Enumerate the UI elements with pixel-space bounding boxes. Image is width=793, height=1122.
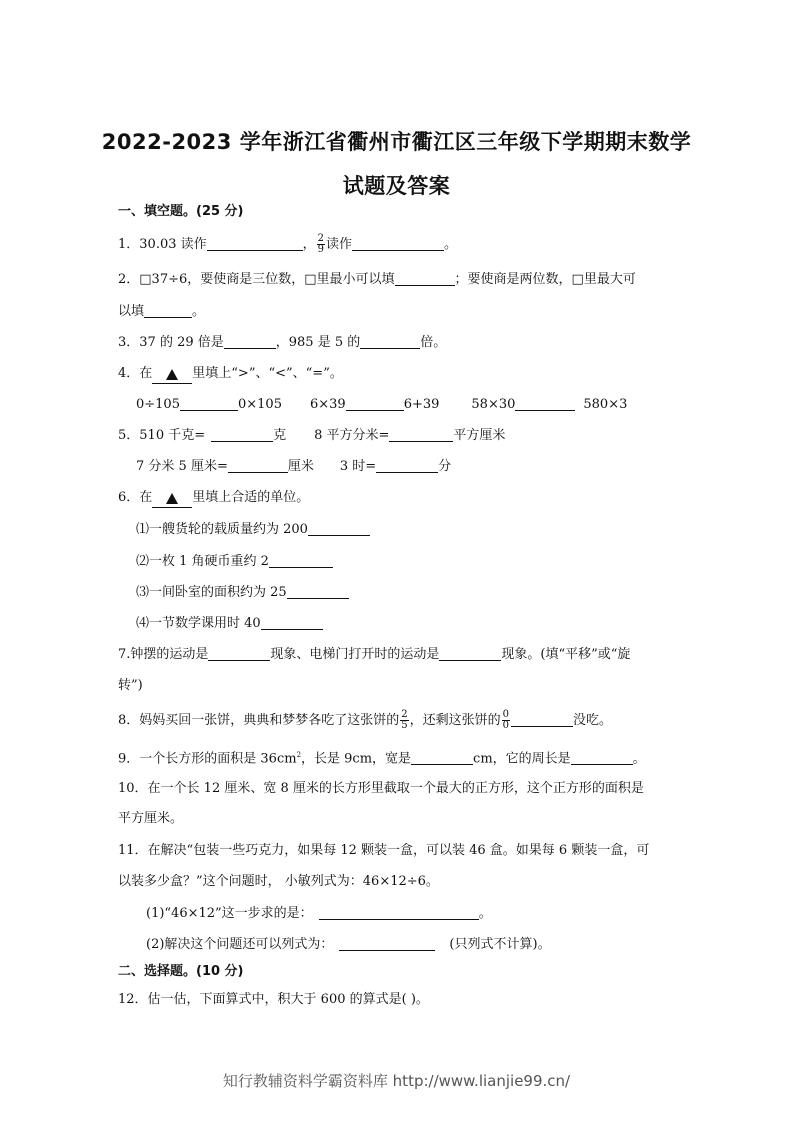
- question-4-items: [136, 396, 627, 414]
- q11-text-c: (1)“46×12”这一步求的是：: [146, 906, 313, 921]
- triangle-placeholder: [152, 368, 192, 384]
- q6-text-a: 6．在: [118, 490, 153, 505]
- question-6-item3: [136, 584, 349, 602]
- footer-watermark: 知行教辅资料学霸资料库 http://www.lianjie99.cn/: [222, 1072, 571, 1090]
- q2-text-c: 以填: [118, 304, 145, 319]
- question-11-part1: [146, 905, 492, 923]
- question-12: [118, 991, 429, 1009]
- answer-blank[interactable]: [211, 427, 273, 442]
- question-11-cont: [118, 873, 439, 891]
- answer-blank[interactable]: [439, 646, 501, 661]
- q5-text-g: 3 时=: [339, 459, 377, 474]
- q8-text-b: ，还剩这张饼的: [409, 713, 501, 728]
- answer-blank[interactable]: [511, 712, 573, 727]
- q9-text-c: cm，它的周长是: [473, 751, 571, 767]
- answer-blank[interactable]: [180, 396, 238, 411]
- q4-item2-left: 6×39: [309, 397, 346, 412]
- question-7-cont: [118, 677, 143, 695]
- question-5-cont: [136, 458, 451, 476]
- question-2: [118, 271, 636, 289]
- question-6-item1: [136, 521, 370, 539]
- q9-superscript: 2: [296, 751, 302, 759]
- q4-item2-right: 6+39: [403, 397, 440, 412]
- q10-text-a: 10．在一个长 12 厘米、宽 8 厘米的长方形里截取一个最大的正方形，这个正方形的面积是: [118, 781, 644, 796]
- answer-blank[interactable]: [389, 427, 453, 442]
- doc-title-line2: 试题及答案: [342, 174, 451, 198]
- q7-text-b: 现象、电梯门打开时的运动是: [270, 647, 440, 662]
- answer-blank[interactable]: [360, 334, 420, 349]
- q6-text-b: 里填上合适的单位。: [192, 490, 310, 505]
- question-4: [118, 365, 343, 384]
- q7-text-c: 现象。(填“平移”或“旋: [501, 647, 631, 662]
- q5-text-c: 8 平方分米=: [314, 428, 390, 443]
- q4-text-a: 4．在: [118, 366, 153, 381]
- answer-blank[interactable]: [287, 584, 349, 599]
- q11-text-a: 11．在解决“包装一些巧克力，如果每 12 颗装一盒，可以装 46 盒。如果每 6 颗装一盒，可: [118, 843, 650, 858]
- q10-text-b: 平方厘米。: [118, 811, 184, 826]
- question-9: [118, 746, 646, 768]
- answer-blank[interactable]: [352, 236, 444, 251]
- question-10: [118, 780, 644, 798]
- q3-text-c: 倍。: [420, 335, 447, 350]
- answer-blank[interactable]: [308, 521, 370, 536]
- q1-text-a: 1．30.03 读作: [118, 237, 207, 252]
- q5-text-a: 5．510 千克=: [118, 428, 206, 443]
- answer-blank[interactable]: [319, 905, 479, 920]
- question-6-item2: [136, 553, 333, 571]
- answer-blank[interactable]: [571, 750, 633, 765]
- q4-item3-left: 58×30: [471, 397, 516, 412]
- fraction-numerator: 2: [317, 233, 325, 244]
- answer-blank[interactable]: [376, 458, 438, 473]
- q3-text-a: 3．37 的 29 倍是: [118, 335, 224, 350]
- q7-text-d: 转”): [118, 678, 143, 693]
- question-2-cont: [118, 303, 205, 321]
- section-heading-choice: 二、选择题。(10 分): [118, 964, 244, 979]
- q2-text-b: ；要使商是两位数，□里最大可: [454, 272, 636, 287]
- fraction-denominator: 0: [502, 720, 510, 731]
- fraction: [317, 234, 325, 255]
- answer-blank[interactable]: [208, 646, 270, 661]
- section-heading-fill-blank: 一、填空题。(25 分): [118, 204, 244, 219]
- answer-blank[interactable]: [224, 334, 276, 349]
- q1-text-b: 读作: [326, 237, 353, 252]
- q5-text-f: 厘米: [287, 459, 314, 474]
- q11-d-end: (只列式不计算)。: [449, 937, 551, 952]
- question-3: [118, 334, 446, 352]
- q1-end: 。: [444, 237, 458, 252]
- q9-text-b: ，长是 9cm，宽是: [301, 751, 412, 767]
- question-8: [118, 710, 612, 731]
- answer-blank[interactable]: [228, 458, 288, 473]
- question-6-item4: [136, 615, 323, 633]
- answer-blank[interactable]: [346, 396, 404, 411]
- fraction: [502, 710, 510, 731]
- q5-text-e: 7 分米 5 厘米=: [136, 459, 228, 474]
- answer-blank[interactable]: [261, 615, 323, 630]
- q6-item2-text: ⑵一枚 1 角硬币重约 2: [136, 554, 269, 569]
- q6-item4-text: ⑷一节数学课用时 40: [136, 616, 261, 631]
- triangle-icon: [166, 493, 178, 504]
- fraction-numerator: 0: [502, 709, 510, 720]
- answer-blank[interactable]: [339, 936, 435, 951]
- fraction-numerator: 2: [401, 709, 408, 720]
- q4-item3-right: 580×3: [583, 397, 628, 412]
- doc-title-line1: 2022-2023 学年浙江省衢州市衢江区三年级下学期期末数学: [101, 130, 692, 154]
- q6-item1-text: ⑴一艘货轮的载质量约为 200: [136, 522, 308, 537]
- q2-text-a: 2．□37÷6，要使商是三位数，□里最小可以填: [118, 272, 395, 287]
- q1-sep: ，: [302, 237, 316, 252]
- q6-item3-text: ⑶一间卧室的面积约为 25: [136, 585, 287, 600]
- q5-text-d: 平方厘米: [453, 428, 506, 443]
- q4-item1-left: 0÷105: [136, 397, 180, 412]
- question-11-part2: [146, 936, 551, 954]
- q11-text-b: 以装多少盒？”这个问题时， 小敏列式为：46×12÷6。: [118, 874, 439, 889]
- question-10-cont: [118, 810, 183, 828]
- q11-text-d: (2)解决这个问题还可以列式为：: [146, 937, 334, 952]
- q11-c-end: 。: [478, 906, 492, 921]
- triangle-placeholder: [152, 492, 192, 508]
- q4-item1-right: 0×105: [237, 397, 282, 412]
- q5-text-b: 克: [273, 428, 287, 443]
- answer-blank[interactable]: [207, 236, 303, 251]
- q8-text-c: 没吃。: [573, 713, 613, 728]
- triangle-icon: [166, 369, 178, 380]
- answer-blank[interactable]: [269, 553, 333, 568]
- answer-blank[interactable]: [515, 396, 575, 411]
- q2-end: 。: [192, 304, 206, 319]
- q8-text-a: 8．妈妈买回一张饼，典典和梦梦各吃了这张饼的: [118, 713, 400, 728]
- q9-text-a: 9．一个长方形的面积是 36cm: [118, 751, 297, 767]
- q3-text-b: ，985 是 5 的: [275, 335, 361, 350]
- fraction: [400, 710, 408, 731]
- question-11: [118, 842, 649, 860]
- q4-text-b: 里填上“>”、“<”、“=”。: [192, 366, 343, 381]
- answer-blank[interactable]: [144, 303, 192, 318]
- q12-text-a: 12．估一估，下面算式中，积大于 600 的算式是( )。: [118, 992, 429, 1007]
- question-7: [118, 646, 630, 664]
- q9-text-d: 。: [632, 751, 646, 767]
- question-5: [118, 427, 505, 445]
- fraction-denominator: 5: [401, 720, 408, 731]
- answer-blank[interactable]: [411, 750, 473, 765]
- q5-text-h: 分: [438, 459, 452, 474]
- question-1: [118, 234, 457, 255]
- answer-blank[interactable]: [395, 271, 455, 286]
- fraction-denominator: 9: [317, 244, 325, 255]
- q7-text-a: 7.钟摆的运动是: [118, 647, 209, 662]
- question-6: [118, 489, 309, 508]
